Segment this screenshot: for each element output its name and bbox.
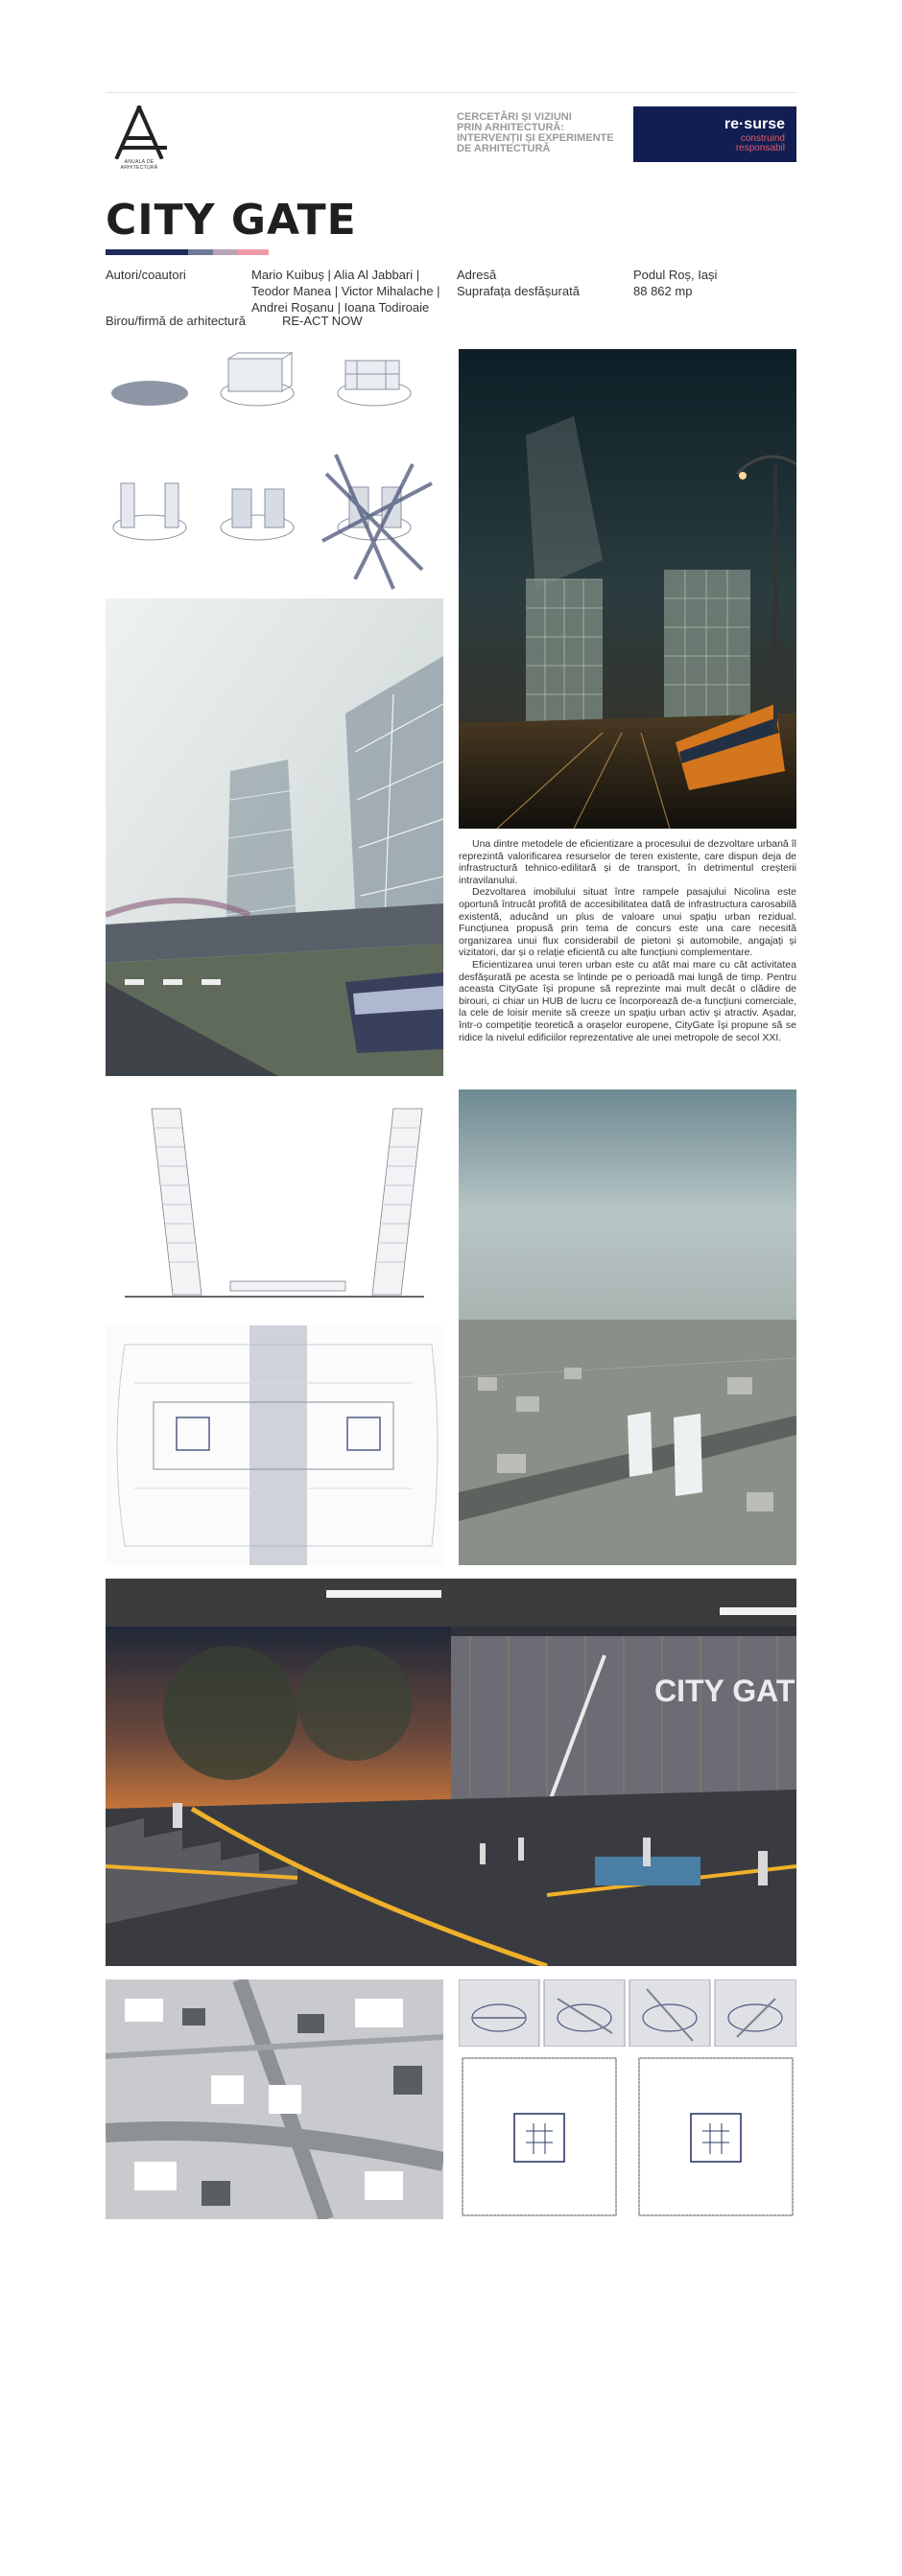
area-value: 88 862 mp [633,284,693,298]
badge-sub-line: responsabil [735,143,785,153]
firm-label: Birou/firmă de arhitectură [106,314,246,328]
series-tagline [457,111,614,154]
floor-plan-right [639,2058,793,2215]
authors-value [251,267,440,316]
badge-brand: re·surse [724,116,785,132]
description-paragraph: Una dintre metodele de eficientizare a procesului de dezvoltare urbană îl reprezintă valorificarea resurselor de teren existente, care dispun deja de infrastructură tehnico-edilitară și de transport, în detrimentul creșterii intravilanului. [459,838,796,886]
address-label: Adresă [457,268,497,282]
resurse-badge [633,106,796,162]
massing-step-1 [111,381,188,406]
massing-step-3 [338,361,411,406]
authors-line: Mario Kuibuș | Alia Al Jabbari | [251,268,420,282]
badge-sub-line: construind [740,133,785,144]
firm-value: RE-ACT NOW [282,314,363,328]
typical-floor-plans [459,2054,796,2219]
ground-floor-plan [106,1325,443,1565]
description-paragraph: Eficientizarea unui teren urban este cu atât mai mare cu cât activitatea desfășurată pe acesta se întinde pe o perioadă mai lungă de timp. Pentru aceasta CityGate își propune să reprezinte mai mult decât o clădire de birouri, ci chiar un HUB de lucru ce încorporează de-a funcțiuni comerciale, la cele de loisir menite să creeze un spațiu urban activ și atractiv. Așadar, într-o competiție teoretică a orașelor europene, CityGate își propune să se ridice la nivelul edificiilor reprezentative ale unei metropole de secol XXI. [459,958,796,1043]
anuala-logo [106,105,173,171]
massing-step-2 [221,353,294,406]
night-render [459,349,796,829]
elevation-drawing [106,1089,443,1306]
massing-step-6 [322,455,432,589]
tagline-line: DE ARHITECTURĂ [457,143,551,154]
logo-caption: ANUALA DE ARHITECTURĂ [120,159,158,171]
plaza-render [106,1579,796,1966]
badge-subtitle [736,134,785,153]
massing-step-5 [221,489,294,540]
description-paragraph: Dezvoltarea imobilului situat între rampele pasajului Nicolina este oportună întrucât profită de accesibilitatea dată de infrastructura carosabilă existentă, aducând un plus de valoare unui spațiu urban rezidual. Funcțiunea propusă prin tema de concurs este una care necesită organizarea unui flux considerabil de pietoni și automobile, angajați și vizitatori, dar și o relație eficientă cu alte funcțiuni complementare. [459,886,796,959]
authors-line: Teodor Manea | Victor Mihalache | [251,284,440,298]
address-value: Podul Roș, Iași [633,268,718,282]
authors-label: Autori/coautori [106,268,186,282]
tagline-line: CERCETĂRI ȘI VIZIUNI [457,111,572,123]
logo-a-icon [106,105,173,159]
aerial-render [459,1089,796,1565]
access-diagrams [459,1979,796,2047]
title-bar-segment [106,249,188,255]
title-bar-segment [213,249,238,255]
massing-diagrams [106,349,443,593]
site-plan [106,1979,443,2219]
building-signage: CITY GAT [654,1674,795,1708]
authors-line: Andrei Roșanu | Ioana Todiroaie [251,300,430,315]
area-label: Suprafața desfășurată [457,284,580,298]
title-bar-segment [188,249,213,255]
project-description [459,838,796,1043]
tagline-line: INTERVENȚII ȘI EXPERIMENTE [457,132,614,144]
top-divider [106,92,796,93]
day-render [106,598,443,1076]
massing-step-4 [113,483,186,540]
tagline-line: PRIN ARHITECTURĂ: [457,122,565,133]
floor-plan-left [463,2058,616,2215]
title-bar-segment [238,249,269,255]
project-title: CITY GATE [106,196,357,245]
